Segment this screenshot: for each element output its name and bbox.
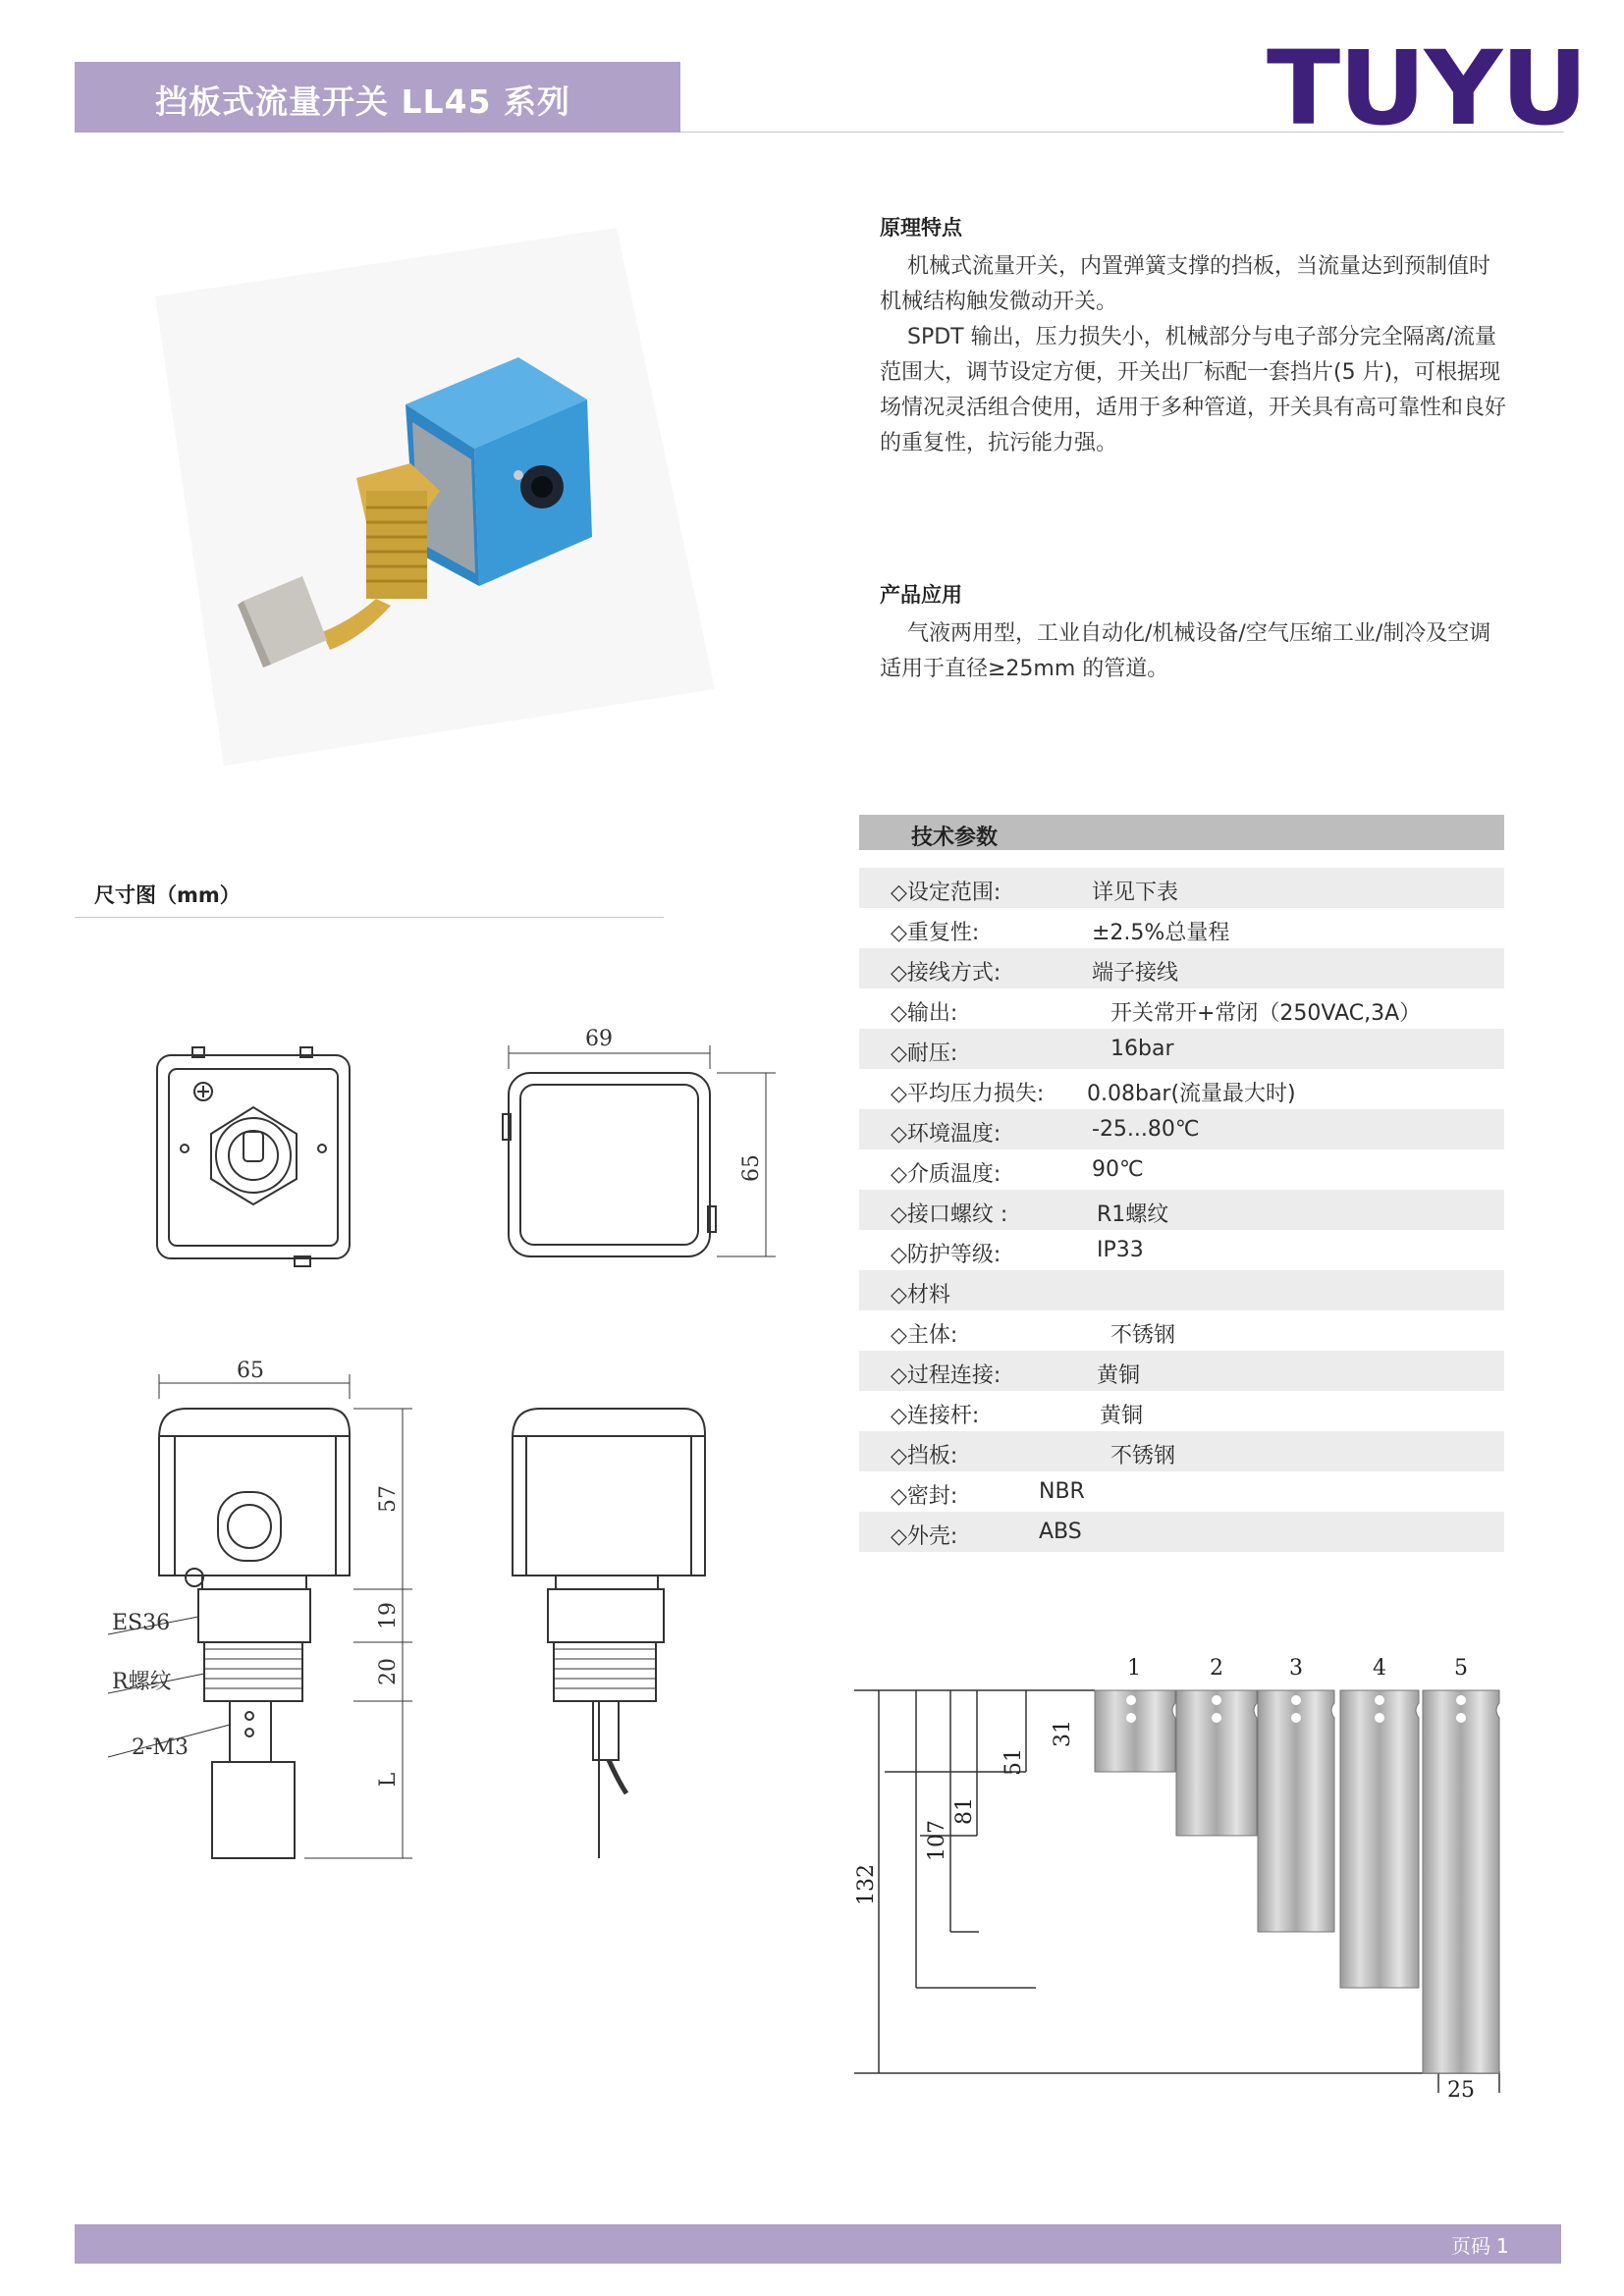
dim-h19: 19	[376, 1602, 401, 1629]
spec-label: ◇输出:	[891, 1001, 958, 1026]
table-row	[859, 1230, 1504, 1270]
spec-value: 黄铜	[1100, 1404, 1144, 1428]
brand-logo: TUYU	[1267, 28, 1587, 148]
spec-value: 详见下表	[1092, 881, 1179, 905]
spec-label: ◇连接杆:	[891, 1404, 980, 1428]
paddle-number-3: 3	[1289, 1656, 1303, 1681]
paddle-4	[1340, 1690, 1419, 1988]
spec-label: ◇密封:	[891, 1484, 958, 1509]
dim-h57: 57	[376, 1485, 401, 1513]
table-row	[859, 1069, 1504, 1109]
page-title: 挡板式流量开关 LL45 系列	[155, 82, 570, 121]
paddle-length-31: 31	[1051, 1720, 1075, 1747]
table-row	[859, 908, 1504, 948]
spec-value: IP33	[1097, 1238, 1144, 1262]
table-row	[859, 1029, 1504, 1069]
paddle-length-107: 107	[925, 1820, 949, 1861]
spec-label: ◇重复性:	[891, 921, 980, 945]
footer-band	[75, 2224, 1561, 2264]
table-row	[859, 1270, 1504, 1310]
dim-height-front: 65	[739, 1154, 764, 1182]
page-label: 页码	[1451, 2234, 1490, 2258]
paddle-number-1: 1	[1127, 1656, 1141, 1681]
spec-label: ◇防护等级:	[891, 1243, 1001, 1267]
dimension-rule	[75, 917, 664, 918]
spec-label: ◇主体:	[891, 1323, 958, 1348]
paddle-5	[1423, 1690, 1499, 2073]
spec-value: 开关常开+常闭（250VAC,3A）	[1110, 1001, 1422, 1026]
spec-label: ◇设定范围:	[891, 881, 1001, 905]
spec-value: ABS	[1039, 1520, 1082, 1544]
paddle-length-81: 81	[952, 1797, 977, 1825]
front-view-box	[503, 1045, 776, 1256]
principle-para-1: 机械式流量开关，内置弹簧支撑的挡板，当流量达到预制值时机械结构触发微动开关。	[880, 254, 1491, 314]
paddle-number-5: 5	[1454, 1656, 1468, 1681]
paddle-number-4: 4	[1373, 1656, 1386, 1681]
spec-value: 0.08bar(流量最大时)	[1087, 1082, 1296, 1106]
spec-label: ◇耐压:	[891, 1041, 958, 1066]
paddle-length-132: 132	[854, 1864, 879, 1905]
application-para: 气液两用型，工业自动化/机械设备/空气压缩工业/制冷及空调适用于直径≥25mm 的管道。	[880, 621, 1491, 681]
paddle-2	[1176, 1690, 1257, 1836]
spec-label: ◇接线方式:	[891, 961, 1001, 986]
spec-value: -25...80℃	[1092, 1117, 1200, 1142]
spec-value: 90℃	[1092, 1157, 1144, 1182]
principle-section	[880, 212, 1508, 461]
principle-heading: 原理特点	[880, 216, 962, 240]
spec-label: ◇过程连接:	[891, 1363, 1001, 1388]
page-number-value: 1	[1496, 2234, 1509, 2258]
table-row	[859, 1512, 1504, 1552]
paddle-width-25: 25	[1447, 2078, 1475, 2103]
dim-width-front: 69	[585, 1027, 613, 1051]
application-section	[880, 579, 1508, 687]
spec-value: R1螺纹	[1097, 1202, 1169, 1227]
dim-m3: 2-M3	[132, 1735, 189, 1760]
table-row	[859, 1310, 1504, 1351]
dimension-drawings	[108, 996, 795, 1880]
table-row	[859, 1109, 1504, 1149]
table-row	[859, 868, 1504, 908]
spec-label: ◇环境温度:	[891, 1122, 1001, 1147]
paddle-3	[1258, 1690, 1334, 1932]
table-row	[859, 988, 1504, 1029]
dim-es36: ES36	[112, 1611, 171, 1635]
dim-L: L	[376, 1772, 401, 1788]
spec-value: 端子接线	[1092, 961, 1179, 986]
table-row	[859, 948, 1504, 988]
table-row	[859, 1431, 1504, 1471]
spec-value: 黄铜	[1097, 1363, 1141, 1388]
principle-para-2: SPDT 输出，压力损失小，机械部分与电子部分完全隔离/流量范围大，调节设定方便，开关出厂标配一套挡片(5 片)，可根据现场情况灵活组合使用，适用于多种管道，开关具有高可靠性和良好的重复性，抗污能力强。	[880, 325, 1507, 455]
top-view-front	[157, 1047, 350, 1266]
dim-width-side: 65	[237, 1359, 264, 1383]
spec-label: ◇介质温度:	[891, 1162, 1001, 1187]
paddle-length-51: 51	[1001, 1748, 1026, 1776]
spec-value: NBR	[1039, 1479, 1085, 1504]
table-row	[859, 1391, 1504, 1431]
table-row	[859, 1471, 1504, 1512]
spec-label: ◇材料	[891, 1283, 950, 1308]
paddle-number-2: 2	[1210, 1656, 1223, 1681]
side-view-elevation	[513, 1409, 705, 1858]
spec-value: 16bar	[1110, 1037, 1174, 1061]
table-row	[859, 1190, 1504, 1230]
spec-heading: 技术参数	[911, 826, 999, 850]
product-photo	[155, 228, 715, 766]
spec-label: ◇外壳:	[891, 1524, 958, 1549]
spec-value: 不锈钢	[1110, 1323, 1176, 1348]
spec-value: 不锈钢	[1110, 1444, 1176, 1468]
page-number	[1445, 2230, 1509, 2259]
spec-label: ◇接口螺纹 :	[891, 1202, 1008, 1227]
spec-table	[859, 868, 1504, 1552]
spec-label: ◇平均压力损失:	[891, 1082, 1045, 1106]
dimension-heading: 尺寸图（mm）	[94, 883, 241, 907]
table-row	[859, 1351, 1504, 1391]
table-row	[859, 1149, 1504, 1190]
application-heading: 产品应用	[880, 583, 962, 607]
spec-value: ±2.5%总量程	[1092, 921, 1230, 945]
spec-label: ◇挡板:	[891, 1444, 958, 1468]
dim-r-thread: R螺纹	[112, 1670, 172, 1694]
paddle-diagram	[839, 1639, 1527, 2110]
dim-h20: 20	[376, 1658, 401, 1685]
